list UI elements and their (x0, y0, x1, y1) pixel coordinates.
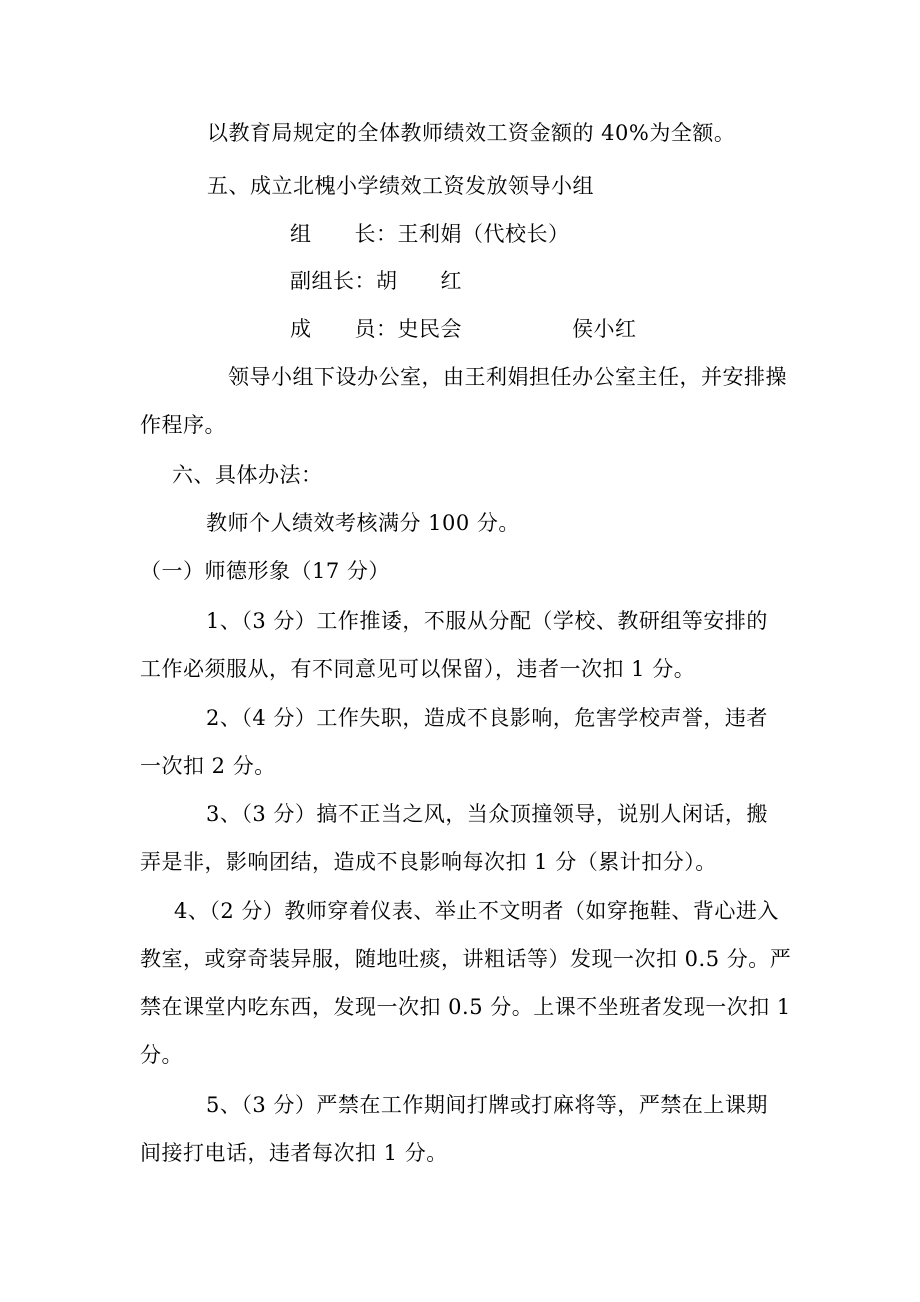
rule-item-3-cont: 弄是非，影响团结，造成不良影响每次扣 1 分（累计扣分）。 (140, 850, 717, 874)
members-line: 成 员：史民会 (290, 317, 462, 341)
paragraph-line: 教师个人绩效考核满分 100 分。 (206, 511, 520, 535)
paragraph-line: 作程序。 (140, 413, 226, 437)
member-name-second: 侯小红 (572, 317, 637, 341)
rule-item-3: 3、（3 分）搞不正当之风，当众顶撞领导，说别人闲话，搬 (206, 802, 768, 826)
group-leader-line: 组 长：王利娟（代校长） (290, 222, 570, 246)
section-heading-five: 五、成立北槐小学绩效工资发放领导小组 (207, 174, 594, 198)
rule-item-4-cont: 禁在课堂内吃东西，发现一次扣 0.5 分。上课不坐班者发现一次扣 1 (140, 995, 791, 1019)
rule-item-5: 5、（3 分）严禁在工作期间打牌或打麻将等，严禁在上课期 (206, 1093, 768, 1117)
rule-item-1: 1、（3 分）工作推诿，不服从分配（学校、教研组等安排的 (206, 609, 768, 633)
paragraph-line: 领导小组下设办公室，由王利娟担任办公室主任，并安排操 (228, 365, 787, 389)
rule-item-4-cont: 分。 (140, 1043, 183, 1067)
paragraph-line: 以教育局规定的全体教师绩效工资金额的 40%为全额。 (207, 121, 736, 145)
rule-item-1-cont: 工作必须服从，有不同意见可以保留），违者一次扣 1 分。 (140, 657, 696, 681)
rule-item-4: 4、（2 分）教师穿着仪表、举止不文明者（如穿拖鞋、背心进入 (174, 899, 779, 923)
rule-item-5-cont: 间接打电话，违者每次扣 1 分。 (140, 1141, 448, 1165)
rule-item-4-cont: 教室，或穿奇装异服，随地吐痰，讲粗话等）发现一次扣 0.5 分。严 (140, 947, 792, 971)
subsection-heading: （一）师德形象（17 分） (140, 559, 390, 583)
section-heading-six: 六、具体办法： (172, 463, 323, 487)
rule-item-2-cont: 一次扣 2 分。 (140, 754, 276, 778)
deputy-leader-line: 副组长：胡 红 (290, 269, 462, 293)
rule-item-2: 2、（4 分）工作失职，造成不良影响，危害学校声誉，违者 (206, 706, 768, 730)
